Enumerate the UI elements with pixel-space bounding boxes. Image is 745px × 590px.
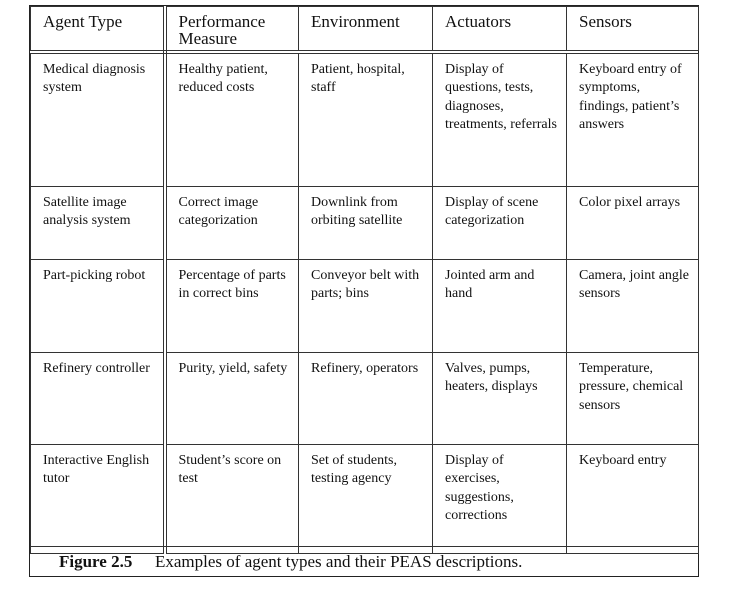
cell-performance-measure: Student’s score on test <box>165 445 299 554</box>
header-sensors: Sensors <box>567 7 699 53</box>
header-actuators: Actuators <box>433 7 567 53</box>
table-row <box>31 445 699 554</box>
peas-table <box>30 6 699 554</box>
cell-sensors: Keyboard entry <box>567 445 699 554</box>
cell-agent-type: Part-picking robot <box>31 260 165 353</box>
header-environment: Environment <box>299 7 433 53</box>
cell-performance-measure: Correct image categorization <box>165 187 299 260</box>
cell-agent-type: Medical diagnosis system <box>31 52 165 187</box>
cell-environment: Refinery, operators <box>299 353 433 445</box>
header-performance-measure: Performance Measure <box>165 7 299 53</box>
cell-environment: Patient, hospital, staff <box>299 52 433 187</box>
cell-sensors: Temperature, pressure, chemical sensors <box>567 353 699 445</box>
cell-actuators: Display of questions, tests, diagnoses, treatments, referrals <box>433 52 567 187</box>
figure-frame <box>29 5 699 577</box>
cell-actuators: Display of exercises, suggestions, corrections <box>433 445 567 554</box>
table-row <box>31 52 699 187</box>
table-row <box>31 353 699 445</box>
cell-agent-type: Satellite image analysis system <box>31 187 165 260</box>
caption-figure-number: Figure 2.5 <box>59 552 133 571</box>
cell-agent-type: Refinery controller <box>31 353 165 445</box>
cell-performance-measure: Percentage of parts in correct bins <box>165 260 299 353</box>
cell-environment: Set of students, testing agency <box>299 445 433 554</box>
table-row <box>31 260 699 353</box>
cell-performance-measure: Healthy patient, reduced costs <box>165 52 299 187</box>
header-row <box>31 7 699 53</box>
cell-sensors: Camera, joint angle sensors <box>567 260 699 353</box>
figure-caption <box>30 546 698 578</box>
cell-actuators: Display of scene categorization <box>433 187 567 260</box>
caption-text: Examples of agent types and their PEAS descriptions. <box>155 552 523 571</box>
cell-environment: Conveyor belt with parts; bins <box>299 260 433 353</box>
cell-actuators: Jointed arm and hand <box>433 260 567 353</box>
cell-environment: Downlink from orbiting satellite <box>299 187 433 260</box>
cell-sensors: Color pixel arrays <box>567 187 699 260</box>
cell-sensors: Keyboard entry of symptoms, findings, patient’s answers <box>567 52 699 187</box>
cell-performance-measure: Purity, yield, safety <box>165 353 299 445</box>
header-agent-type: Agent Type <box>31 7 165 53</box>
cell-agent-type: Interactive English tutor <box>31 445 165 554</box>
cell-actuators: Valves, pumps, heaters, displays <box>433 353 567 445</box>
table-row <box>31 187 699 260</box>
